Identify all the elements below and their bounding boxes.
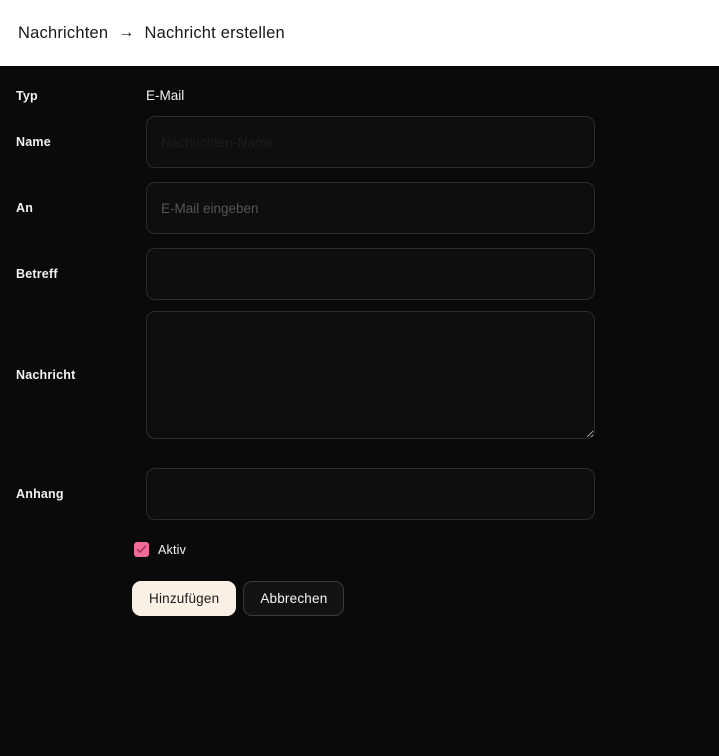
- active-checkbox-row[interactable]: [134, 542, 186, 557]
- label-an: An: [16, 201, 34, 215]
- label-nachricht: Nachricht: [16, 368, 76, 382]
- message-body-textarea[interactable]: [146, 311, 595, 439]
- cancel-button[interactable]: Abbrechen: [243, 581, 344, 616]
- subject-input[interactable]: [146, 248, 595, 300]
- field-nachricht: [146, 311, 719, 439]
- field-betreff: [146, 248, 719, 300]
- form-row-betreff: [0, 248, 719, 300]
- submit-button[interactable]: Hinzufügen: [132, 581, 236, 616]
- attachment-input[interactable]: [146, 468, 595, 520]
- form-row-an: [0, 182, 719, 234]
- breadcrumb-parent[interactable]: Nachrichten: [18, 23, 109, 42]
- field-typ: [146, 87, 719, 105]
- field-name: [146, 116, 719, 168]
- arrow-right-icon: →: [118, 24, 135, 41]
- form-row-name: [0, 116, 719, 168]
- breadcrumb-current: Nachricht erstellen: [144, 23, 285, 42]
- field-anhang: [146, 468, 719, 520]
- form-row-nachricht: [0, 311, 719, 439]
- value-typ: E-Mail: [146, 88, 185, 103]
- name-input[interactable]: [146, 116, 595, 168]
- recipient-email-input[interactable]: [146, 182, 595, 234]
- breadcrumb-bar: [0, 0, 719, 66]
- label-name: Name: [16, 135, 51, 149]
- field-an: [146, 182, 719, 234]
- label-anhang: Anhang: [16, 487, 64, 501]
- form-row-typ: [0, 80, 719, 112]
- label-betreff: Betreff: [16, 267, 58, 281]
- active-checkbox-label: Aktiv: [158, 542, 187, 557]
- breadcrumb: [18, 24, 285, 43]
- form-row-anhang: [0, 468, 719, 520]
- label-typ: Typ: [16, 89, 38, 103]
- checkmark-icon[interactable]: [134, 542, 149, 557]
- message-form-panel: [0, 66, 719, 756]
- form-actions: [132, 581, 344, 616]
